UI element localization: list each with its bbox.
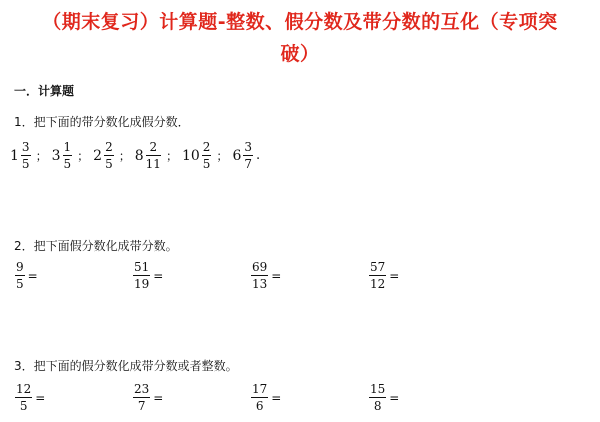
fraction-item	[14, 382, 45, 413]
separator: ；	[216, 149, 229, 163]
denominator: 5	[202, 157, 211, 171]
fraction-bar	[15, 275, 25, 276]
title-line-2: 破）	[280, 43, 320, 65]
numerator: 69	[252, 260, 268, 274]
fraction-item	[368, 382, 399, 413]
denominator: 5	[21, 157, 30, 171]
question-2-prompt: 2．把下面假分数化成带分数。	[14, 239, 178, 253]
equals-sign: =	[35, 390, 46, 405]
equals-sign: =	[27, 268, 38, 283]
fraction-bar	[243, 155, 253, 156]
fraction	[15, 260, 25, 291]
whole-part: 6	[232, 147, 242, 164]
numerator: 3	[21, 140, 30, 154]
numerator: 2	[202, 140, 211, 154]
equals-sign: =	[389, 268, 400, 283]
fraction	[369, 382, 386, 413]
fraction	[104, 140, 114, 171]
mixed-number	[10, 140, 32, 171]
whole-part: 3	[51, 147, 61, 164]
denominator: 13	[252, 277, 268, 291]
equals-sign: =	[271, 390, 282, 405]
denominator: 19	[134, 277, 150, 291]
question-2-fractions	[0, 260, 600, 300]
fraction	[202, 140, 212, 171]
mixed-number	[52, 140, 74, 171]
fraction	[63, 140, 73, 171]
separator: ；	[77, 149, 90, 163]
fraction-bar	[251, 275, 268, 276]
denominator: 5	[16, 277, 24, 291]
numerator: 51	[134, 260, 150, 274]
fraction	[146, 140, 161, 171]
mixed-number	[93, 140, 115, 171]
fraction	[243, 140, 253, 171]
question-3-fractions	[0, 382, 600, 422]
numerator: 23	[134, 382, 150, 396]
fraction-bar	[202, 155, 212, 156]
fraction-bar	[21, 155, 31, 156]
fraction	[369, 260, 386, 291]
section-heading: 一．计算题	[14, 84, 75, 98]
fraction-item	[132, 382, 163, 413]
whole-part: 10	[181, 147, 200, 164]
mixed-number	[135, 140, 162, 171]
denominator: 5	[19, 399, 28, 413]
equals-sign: =	[153, 390, 164, 405]
numerator: 2	[149, 140, 158, 154]
whole-part: 8	[134, 147, 144, 164]
separator: ；	[118, 149, 131, 163]
denominator: 7	[244, 157, 252, 171]
whole-part: 2	[93, 147, 103, 164]
question-1-prompt: 1．把下面的带分数化成假分数．	[14, 115, 190, 129]
whole-part: 1	[10, 147, 19, 164]
mixed-number-list	[10, 140, 260, 171]
fraction-item	[368, 260, 399, 291]
fraction-bar	[369, 275, 386, 276]
denominator: 11	[145, 157, 161, 171]
numerator: 3	[244, 140, 252, 154]
equals-sign: =	[271, 268, 282, 283]
question-3-prompt: 3．把下面的假分数化成带分数或者整数。	[14, 359, 238, 373]
mixed-number	[182, 140, 212, 171]
numerator: 1	[63, 140, 72, 154]
fraction	[251, 382, 268, 413]
title-line-1: （期末复习）计算题-整数、假分数及带分数的互化（专项突	[42, 11, 558, 33]
fraction-item	[14, 260, 38, 291]
fraction-item	[250, 382, 281, 413]
fraction	[133, 382, 150, 413]
equals-sign: =	[153, 268, 164, 283]
denominator: 5	[63, 157, 72, 171]
numerator: 17	[252, 382, 268, 396]
fraction-bar	[146, 155, 161, 156]
fraction	[251, 260, 268, 291]
denominator: 8	[373, 399, 382, 413]
fraction-item	[132, 260, 163, 291]
fraction-bar	[133, 397, 150, 398]
fraction-bar	[369, 397, 386, 398]
denominator: 6	[255, 399, 264, 413]
document-title	[0, 6, 600, 70]
fraction-bar	[104, 155, 114, 156]
separator: ；	[165, 149, 178, 163]
fraction	[133, 260, 150, 291]
end-period: .	[256, 148, 261, 163]
fraction-bar	[251, 397, 268, 398]
separator: ；	[35, 149, 48, 163]
numerator: 57	[370, 260, 386, 274]
denominator: 7	[137, 399, 146, 413]
fraction	[15, 382, 32, 413]
equals-sign: =	[389, 390, 400, 405]
mixed-number	[232, 140, 254, 171]
fraction-bar	[63, 155, 73, 156]
numerator: 2	[105, 140, 113, 154]
denominator: 12	[370, 277, 386, 291]
fraction-item	[250, 260, 281, 291]
fraction-bar	[133, 275, 150, 276]
numerator: 12	[16, 382, 32, 396]
numerator: 15	[370, 382, 386, 396]
fraction	[21, 140, 31, 171]
denominator: 5	[105, 157, 113, 171]
numerator: 9	[16, 260, 24, 274]
fraction-bar	[15, 397, 32, 398]
